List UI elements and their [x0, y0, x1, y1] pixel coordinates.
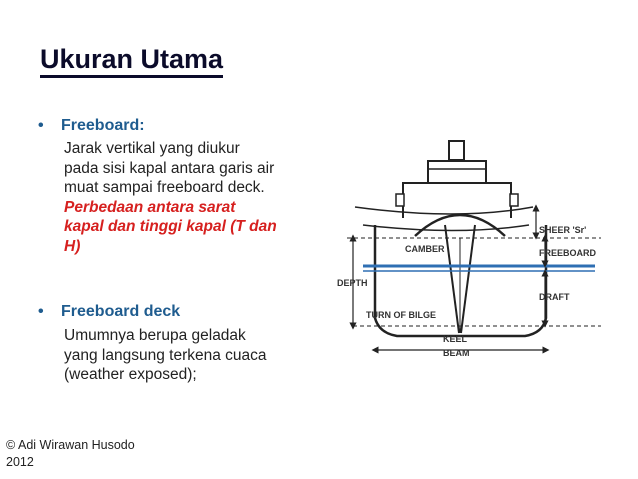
emphasis-line: Perbedaan antara sarat [64, 198, 236, 216]
label-keel: KEEL [443, 334, 468, 344]
superstructure [396, 141, 518, 218]
bullet-label: Freeboard: [61, 117, 145, 134]
ship-cross-section-diagram [333, 128, 623, 373]
text-line: (weather exposed); [64, 366, 197, 383]
text-line: Umumnya berupa geladak [64, 327, 246, 344]
bullet-freeboard-deck [38, 303, 180, 321]
bullet-label: Freeboard deck [61, 303, 181, 320]
slide-title: Ukuran Utama [40, 44, 223, 78]
bullet-icon: • [38, 117, 44, 134]
text-line: Jarak vertikal yang diukur [64, 140, 240, 157]
label-freeboard: FREEBOARD [539, 248, 597, 258]
emphasis-line: H) [64, 237, 81, 255]
label-turn-of-bilge: TURN OF BILGE [366, 310, 436, 320]
keel-frame [445, 225, 475, 333]
freeboard-deck-description [64, 326, 267, 385]
footer-author: © Adi Wirawan Husodo [6, 438, 135, 452]
label-sheer: SHEER 'Sr' [539, 225, 587, 235]
text-line: muat sampai freeboard deck. [64, 179, 265, 196]
bullet-freeboard [38, 117, 145, 135]
label-draft: DRAFT [539, 292, 570, 302]
copyright-footer [6, 437, 135, 471]
label-camber: CAMBER [405, 244, 445, 254]
waterline [363, 266, 595, 271]
label-beam: BEAM [443, 348, 470, 358]
freeboard-description [64, 139, 277, 256]
text-line: pada sisi kapal antara garis air [64, 159, 275, 177]
emphasis-line: kapal dan tinggi kapal (T dan [64, 218, 277, 235]
text-line: yang langsung terkena cuaca [64, 346, 267, 364]
bullet-icon: • [38, 303, 44, 320]
label-depth: DEPTH [337, 278, 368, 288]
camber-deck [415, 215, 505, 236]
footer-year: 2012 [6, 455, 34, 469]
